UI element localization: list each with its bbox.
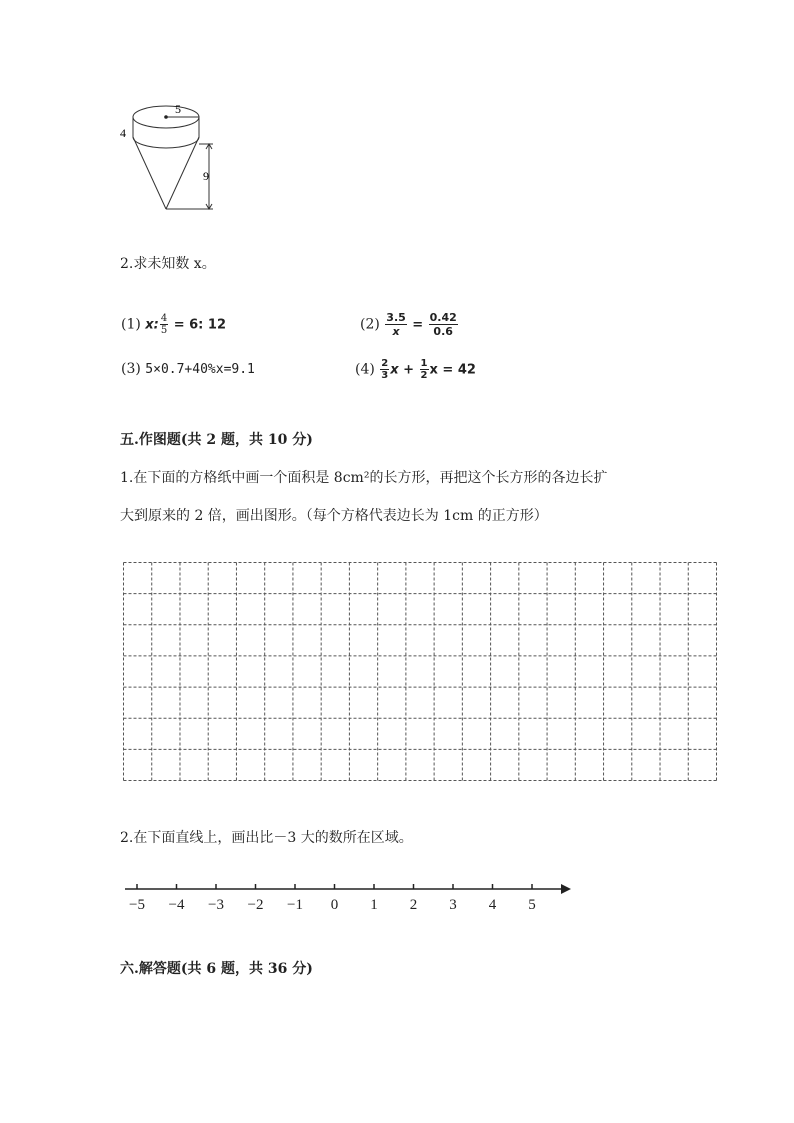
number-line-label: 1: [370, 897, 378, 913]
equation-4-middle: x +: [390, 362, 415, 378]
height-label: 4: [120, 126, 126, 140]
question-2-title: 2.求未知数 x。: [120, 256, 216, 272]
equation-2-right-fraction: $\frac{0.42}{0.6}$: [429, 311, 457, 338]
equation-2-number: (2): [360, 316, 380, 333]
number-line-label: −1: [287, 897, 303, 913]
equation-1-rhs: = 6: 12: [173, 317, 226, 333]
equation-3-number: (3): [121, 361, 141, 377]
number-line-label: 4: [488, 897, 497, 913]
equation-4: [355, 358, 476, 381]
grid-paper[interactable]: [123, 562, 717, 781]
radius-label: 5: [175, 102, 181, 116]
number-line-label: 0: [330, 897, 339, 913]
equation-2-left-fraction: $\frac{3.5}{x}$: [386, 311, 406, 338]
section-5-heading: 五.作图题(共 2 题，共 10 分): [120, 432, 313, 448]
section-5-question-1-line-1: 1.在下面的方格纸中画一个面积是 8cm²的长方形，再把这个长方形的各边长扩: [120, 470, 608, 486]
section-6-heading: 六.解答题(共 6 题，共 36 分): [120, 961, 313, 977]
equation-4-fraction-2: $\frac{1}{2}$: [420, 358, 428, 381]
section-5-question-1-line-2: 大到原来的 2 倍，画出图形。（每个方格代表边长为 1cm 的正方形）: [120, 508, 548, 524]
equation-1-fraction: $\frac{4}{5}$: [160, 313, 168, 336]
number-line-label: −2: [247, 897, 264, 913]
equation-2-equals: =: [412, 317, 424, 333]
equation-1: [121, 313, 226, 336]
equation-4-tail: x = 42: [429, 362, 476, 378]
equation-4-number: (4): [355, 361, 375, 378]
equation-3-expression: 5×0.7+40%x=9.1: [145, 362, 255, 377]
number-line-label: 3: [449, 897, 457, 913]
equation-1-var: x:: [145, 317, 159, 333]
number-line-label: 2: [409, 897, 418, 913]
cone-height-label: 9: [203, 169, 209, 183]
equation-2: [360, 311, 459, 338]
number-line-labels: [125, 897, 575, 919]
number-line-label: −5: [129, 897, 145, 913]
equation-3: [121, 361, 255, 377]
number-line-label: −4: [168, 897, 185, 913]
section-5-question-2: 2.在下面直线上，画出比－3 大的数所在区域。: [120, 830, 413, 846]
number-line-label: 5: [528, 897, 536, 913]
equation-1-number: (1): [121, 316, 141, 333]
cylinder-cone-figure: [115, 92, 225, 217]
equation-4-fraction-1: $\frac{2}{3}$: [381, 358, 389, 381]
number-line-label: −3: [208, 897, 224, 913]
